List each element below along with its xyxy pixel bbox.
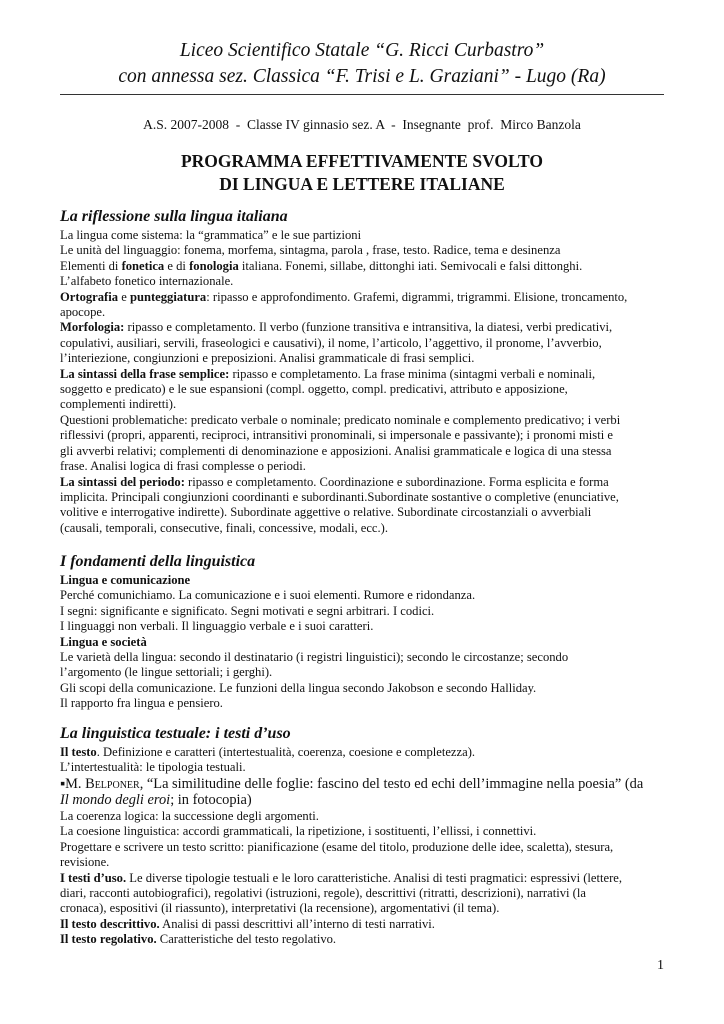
section-heading: La linguistica testuale: i testi d’uso xyxy=(60,725,291,742)
paragraph: I testi d’uso. Le diverse tipologie testuali e le loro caratteristiche. Analisi di testi pragmatici: espressivi (lettere, xyxy=(60,870,623,885)
section-heading: I fondamenti della linguistica xyxy=(60,553,256,570)
paragraph: I segni: significante e significato. Segni motivati e segni arbitrari. I codici. xyxy=(60,603,435,618)
section-riflessione-lingua xyxy=(60,206,666,536)
paragraph: Il testo. Definizione e caratteri (intertestualità, coerenza, coesione e completezza). xyxy=(60,745,476,759)
paragraph: I linguaggi non verbali. Il linguaggio verbale e i suoi caratteri. xyxy=(60,619,374,634)
paragraph: Il testo descrittivo. Analisi di passi descrittivi all’interno di testi narrativi. xyxy=(60,916,435,931)
paragraph: cronaca), espositivi (il riassunto), interpretativi (la recensione), argomentativi (il tema). xyxy=(60,901,500,916)
paragraph: l’argomento (le lingue settoriali; i gerghi). xyxy=(60,665,273,680)
course-info: A.S. 2007-2008 - Classe IV ginnasio sez. A - Insegnante prof. Mirco Banzola xyxy=(143,117,581,132)
paragraph: La coesione linguistica: accordi grammaticali, la ripetizione, i sostituenti, l’ellissi, i connettivi. xyxy=(60,824,537,839)
subheading: Lingua e società xyxy=(60,634,147,649)
paragraph: complementi indiretti). xyxy=(60,397,177,412)
reading-reference-cont: Il mondo degli eroi; in fotocopia) xyxy=(60,792,252,809)
paragraph: gli avverbi relativi; complementi di denominazione e apposizioni. Analisi grammaticale e logica di una stessa xyxy=(60,443,612,458)
paragraph: La sintassi del periodo: ripasso e completamento. Coordinazione e subordinazione. Forma esplicita e forma xyxy=(60,474,609,489)
paragraph: Le unità del linguaggio: fonema, morfema, sintagma, parola , frase, testo. Radice, tema e desinenza xyxy=(60,243,561,258)
paragraph: l’interiezione, congiunzioni e preposizioni. Analisi grammaticale di frasi semplici. xyxy=(60,351,475,366)
paragraph: soggetto e predicato) e le sue espansioni (compl. oggetto, compl. predicativi, attributo e apposizione, xyxy=(60,382,568,397)
paragraph: volitive e interrogative indirette). Subordinate aggettive o relative. Subordinate circostanziali o avverbiali xyxy=(60,505,592,520)
page-number: 1 xyxy=(657,958,664,973)
paragraph: Il testo regolativo. Caratteristiche del testo regolativo. xyxy=(60,932,337,947)
paragraph: (causali, temporali, consecutive, finali, concessive, modali, ecc.). xyxy=(60,520,389,535)
paragraph: La lingua come sistema: la “grammatica” e le sue partizioni xyxy=(60,228,362,242)
paragraph: Gli scopi della comunicazione. Le funzioni della lingua secondo Jakobson e secondo Halliday. xyxy=(60,680,537,695)
paragraph: Ortografia e punteggiatura: ripasso e approfondimento. Grafemi, digrammi, trigrammi. Elisione, troncamento, xyxy=(60,289,628,304)
paragraph: riflessivi (propri, apparenti, reciproci, intransitivi pronominali, si impersonale e passivante); i pronomi misti e xyxy=(60,428,613,443)
paragraph: frase. Analisi logica di frasi complesse o periodi. xyxy=(60,459,306,474)
paragraph: Morfologia: ripasso e completamento. Il verbo (funzione transitiva e intransitiva, la diatesi, verbi predicativi, xyxy=(60,320,613,335)
paragraph: apocope. xyxy=(60,305,106,320)
paragraph: Le varietà della lingua: secondo il destinatario (i registri linguistici); secondo le circostanze; secondo xyxy=(60,650,569,665)
paragraph: Il rapporto fra lingua e pensiero. xyxy=(60,696,223,711)
document-title-line1: PROGRAMMA EFFETTIVAMENTE SVOLTO xyxy=(180,151,544,171)
header-divider xyxy=(60,94,664,95)
section-linguistica-testuale xyxy=(60,723,666,948)
paragraph: revisione. xyxy=(60,855,110,870)
paragraph: L’intertestualità: le tipologia testuali. xyxy=(60,760,246,775)
paragraph: implicita. Principali congiunzioni coordinanti e subordinanti.Subordinate sostantive o completive (enunciative, xyxy=(60,489,619,504)
reading-reference: ▪M. Belponer, “La similitudine delle foglie: fascino del testo ed echi dell’immagine nella poesia” (da xyxy=(60,775,644,792)
subheading: Lingua e comunicazione xyxy=(60,573,191,587)
school-name-line1: Liceo Scientifico Statale “G. Ricci Curbastro” xyxy=(179,40,545,61)
paragraph: Questioni problematiche: predicato verbale o nominale; predicato nominale e complemento predicativo; i verbi xyxy=(60,412,621,427)
paragraph: diari, racconti autobiografici), regolativi (istruzioni, regole), descrittivi (ritratti, descrizioni), narrativi (la xyxy=(60,886,586,901)
school-name-line2: con annessa sez. Classica “F. Trisi e L. Graziani” - Lugo (Ra) xyxy=(118,66,606,87)
paragraph: copulativi, ausiliari, servili, fraseologici e causativi), il nome, l’articolo, l’aggettivo, il pronome, l’avverbio, xyxy=(60,335,602,350)
paragraph: L’alfabeto fonetico internazionale. xyxy=(60,274,234,289)
paragraph: La coerenza logica: la successione degli argomenti. xyxy=(60,809,319,823)
section-fondamenti-linguistica xyxy=(60,551,666,712)
paragraph: La sintassi della frase semplice: ripasso e completamento. La frase minima (sintagmi verbali e nominali, xyxy=(60,366,596,381)
paragraph: Elementi di fonetica e di fonologia italiana. Fonemi, sillabe, dittonghi iati. Semivocali e falsi dittonghi. xyxy=(60,258,583,273)
paragraph: Progettare e scrivere un testo scritto: pianificazione (esame del titolo, produzione delle idee, scaletta), stesura, xyxy=(60,839,614,854)
paragraph: Perché comunichiamo. La comunicazione e i suoi elementi. Rumore e ridondanza. xyxy=(60,588,476,603)
document-title-line2: DI LINGUA E LETTERE ITALIANE xyxy=(219,174,505,194)
section-heading: La riflessione sulla lingua italiana xyxy=(60,208,288,225)
